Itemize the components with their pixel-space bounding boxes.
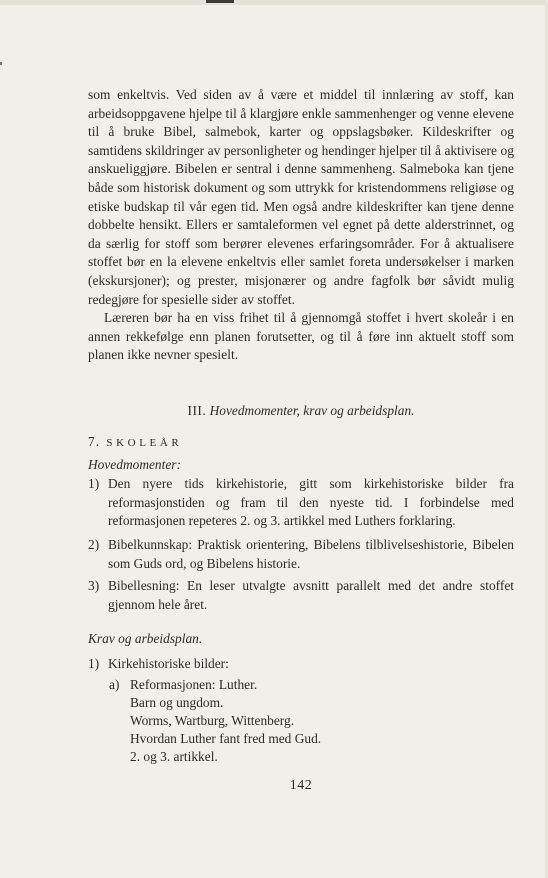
sub-list-line: 2. og 3. artikkel. [130, 749, 218, 764]
section-number: III. [187, 403, 207, 418]
section-heading [88, 403, 514, 419]
grade-label: SKOLEÅR [106, 437, 183, 449]
scan-tick [0, 62, 2, 65]
arbeidsplan-heading: Krav og arbeidsplan. [88, 631, 203, 646]
sub-list-line: Worms, Wartburg, Wittenberg. [130, 713, 295, 728]
section-title: Hovedmomenter, krav og arbeidsplan. [209, 403, 415, 418]
sub-list-line: Reformasjonen: Luther. [130, 677, 258, 692]
list-item [88, 475, 514, 531]
hovedmomenter-heading: Hovedmomenter: [88, 457, 181, 472]
sub-list-line: Hvordan Luther fant fred med Gud. [130, 731, 322, 746]
list-text: Bibellesning: En leser utvalgte avsnitt parallelt med det andre stoffet gjennom hele året. [108, 578, 514, 612]
scan-mark [206, 0, 234, 3]
list-marker: 1) [88, 656, 100, 671]
paragraph-1: som enkeltvis. Ved siden av å være et middel til innlæring av stoff, kan arbeidsoppgavene hjelpe til å klargjøre enkle sammenhenger og venne elevene til å bruke Bibel, salmebok, karter og oppslagsbøker. Kildeskrifter og samtidens skildringer av personligheter og hendinger hjelper til å aktivisere og anskueliggjøre. Bibelen er sentral i denne sammenheng. Salmeboka kan tjene både som historisk dokument og som uttrykk for kristendommens religiøse og etiske budskap til vår egen tid. Men også andre kildeskrifter kan tjene denne dobbelte hensikt. Ellers er samtaleformen vel egnet på dette alderstrinnet, og da særlig for stoff som berører elevenes erfaringsområder. For å aktualisere stoffet bør en la elevene enkeltvis eller samlet foreta undersøkelser i marken (ekskursjoner); og prester, misjonærer og andre fagfolk bør såvidt mulig redegjøre for spesielle sider av stoffet. [88, 87, 514, 307]
body-text [88, 86, 514, 365]
list-marker: 1) [88, 476, 100, 491]
page-top-edge [0, 0, 548, 5]
list-text: Bibelkunnskap: Praktisk orientering, Bibelens tilblivelseshistorie, Bibelen som Guds ord, og Bibelens historie. [108, 537, 514, 571]
list-text: Den nyere tids kirkehistorie, gitt som kirkehistoriske bilder fra reformasjonstiden og fram til den nyeste tid. I forbindelse med reformasjonen repeteres 2. og 3. artikkel med Luthers forklaring. [108, 476, 514, 529]
list-item [88, 655, 514, 674]
list-item [88, 577, 514, 614]
grade-number: 7. [88, 434, 101, 449]
paragraph-2: Læreren bør ha en viss frihet til å gjennomgå stoffet i hvert skoleår i en annen rekkefølge enn planen forutsetter, og til å føre inn aktuelt stoff som planen ikke nevner spesielt. [88, 310, 514, 363]
sub-list-line: Barn og ungdom. [130, 695, 224, 710]
list-marker: 2) [88, 537, 100, 552]
grade-heading [88, 434, 182, 450]
sub-list-marker: a) [109, 677, 120, 692]
list-text: Kirkehistoriske bilder: [108, 656, 229, 671]
list-item [88, 536, 514, 573]
page-number: 142 [289, 778, 313, 793]
list-marker: 3) [88, 578, 100, 593]
